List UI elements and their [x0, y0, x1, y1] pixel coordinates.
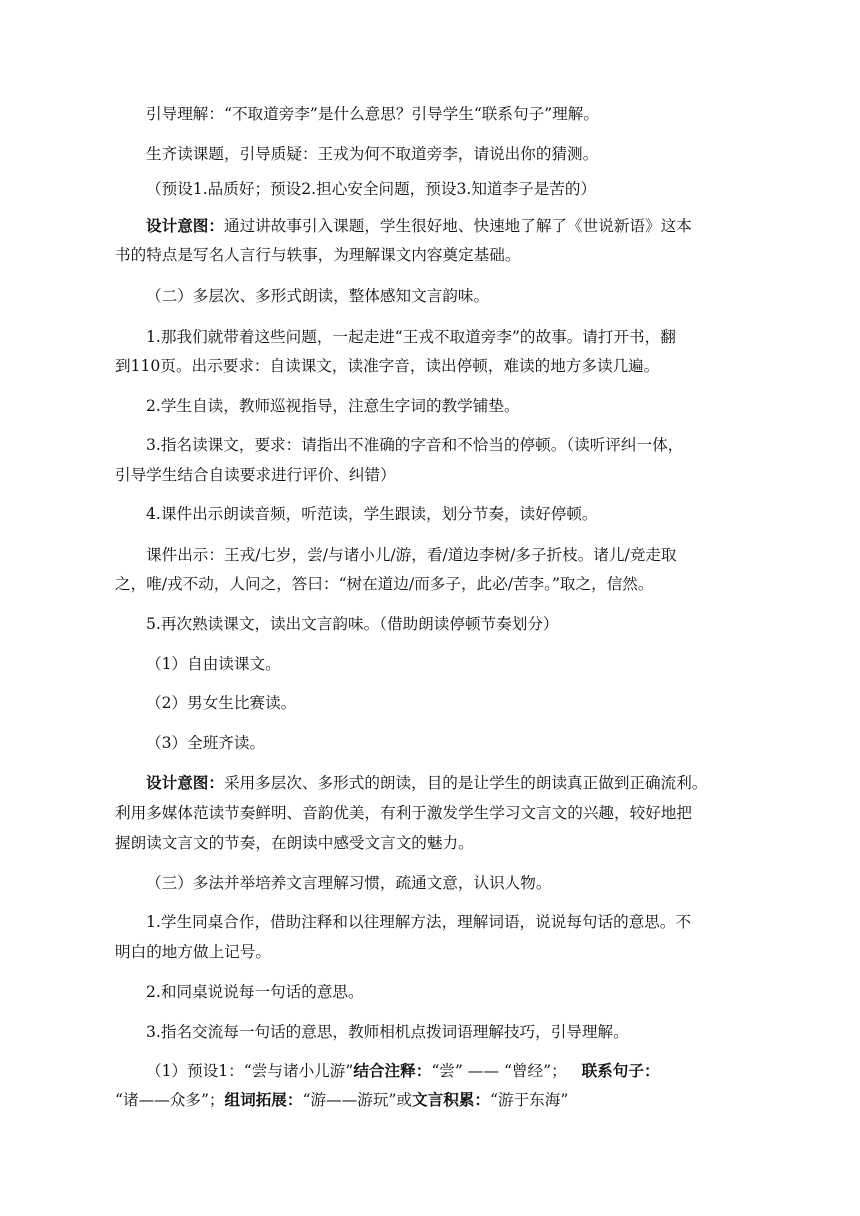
list-item: （3）全班齐读。 [146, 734, 266, 752]
preset-line [115, 1090, 568, 1110]
method-label: 组词拓展： [224, 1090, 303, 1109]
paragraph-line: 2.学生自读，教师巡视指导，注意生字词的教学铺垫。 [146, 397, 520, 415]
paragraph-line: 课件出示：王戎/七岁，尝/与诸小儿/游，看/道边李树/多子折枝。诸儿/竞走取 [146, 546, 677, 564]
design-intent-line [146, 216, 692, 236]
method-label: 结合注释： [353, 1061, 432, 1080]
section-heading: （三）多法并举培养文言理解习惯，疏通文意，认识人物。 [146, 874, 552, 892]
method-text: “尝” —— “曾经”； [431, 1062, 567, 1080]
paragraph-line: 3.指名读课文，要求：请指出不准确的字音和不恰当的停顿。（读听评纠一体， [146, 436, 684, 454]
design-intent-text: 采用多层次、多形式的朗读，目的是让学生的朗读真正做到正确流利。 [223, 774, 708, 792]
method-label: 文言积累： [412, 1090, 490, 1109]
paragraph-line: 引导学生结合自读要求进行评价、纠错） [115, 466, 396, 484]
design-intent-label: 设计意图： [146, 773, 224, 792]
design-intent-text: 通过讲故事引入课题，学生很好地、快速地了解了《世说新语》这本 [223, 217, 692, 235]
design-intent-line [146, 773, 707, 793]
paragraph-line: 之，唯/戎不动，人问之，答曰：“树在道边/而多子，此必/苦李。”取之，信然。 [115, 575, 654, 593]
paragraph-line: 5.再次熟读课文，读出文言韵味。（借助朗读停顿节奏划分） [146, 615, 559, 633]
paragraph-line: 明白的地方做上记号。 [115, 943, 271, 961]
paragraph-line: 2.和同桌说说每一句话的意思。 [146, 983, 364, 1001]
method-label: 联系句子： [581, 1061, 660, 1080]
paragraph-line: 1.学生同桌合作，借助注释和以往理解方法，理解词语，说说每句话的意思。不 [146, 913, 692, 931]
preset-label: （1）预设1：“尝与诸小儿游” [146, 1062, 354, 1080]
paragraph-line: 生齐读课题，引导质疑：王戎为何不取道旁李，请说出你的猜测。 [146, 145, 599, 163]
paragraph-line: 3.指名交流每一句话的意思，教师相机点拨词语理解技巧，引导理解。 [146, 1023, 629, 1041]
section-heading: （二）多层次、多形式朗读，整体感知文言韵味。 [146, 287, 490, 305]
paragraph-line: 到110页。出示要求：自读课文，读准字音，读出停顿，难读的地方多读几遍。 [115, 357, 660, 375]
paragraph-line: （预设1.品质好；预设2.担心安全问题，预设3.知道李子是苦的） [146, 180, 597, 198]
method-text: “游——游玩”或 [302, 1091, 413, 1109]
paragraph-line: 1.那我们就带着这些问题，一起走进“王戎不取道旁李”的故事。请打开书，翻 [146, 328, 676, 346]
method-text: “诸——众多”； [115, 1091, 225, 1109]
paragraph-line: 书的特点是写名人言行与轶事，为理解课文内容奠定基础。 [115, 246, 521, 264]
paragraph-line: 引导理解：“不取道旁李”是什么意思？引导学生“联系句子”理解。 [146, 105, 599, 123]
paragraph-line: 利用多媒体范读节奏鲜明、音韵优美，有利于激发学生学习文言文的兴趣，较好地把 [115, 804, 692, 822]
list-item: （2）男女生比赛读。 [146, 694, 297, 712]
list-item: （1）自由读课文。 [146, 655, 281, 673]
method-text: “游于东海” [490, 1091, 569, 1109]
preset-line [146, 1061, 660, 1081]
paragraph-line: 4.课件出示朗读音频，听范读，学生跟读，划分节奏，读好停顿。 [146, 505, 598, 523]
paragraph-line: 握朗读文言文的节奏，在朗读中感受文言文的魅力。 [115, 834, 474, 852]
design-intent-label: 设计意图： [146, 216, 224, 235]
